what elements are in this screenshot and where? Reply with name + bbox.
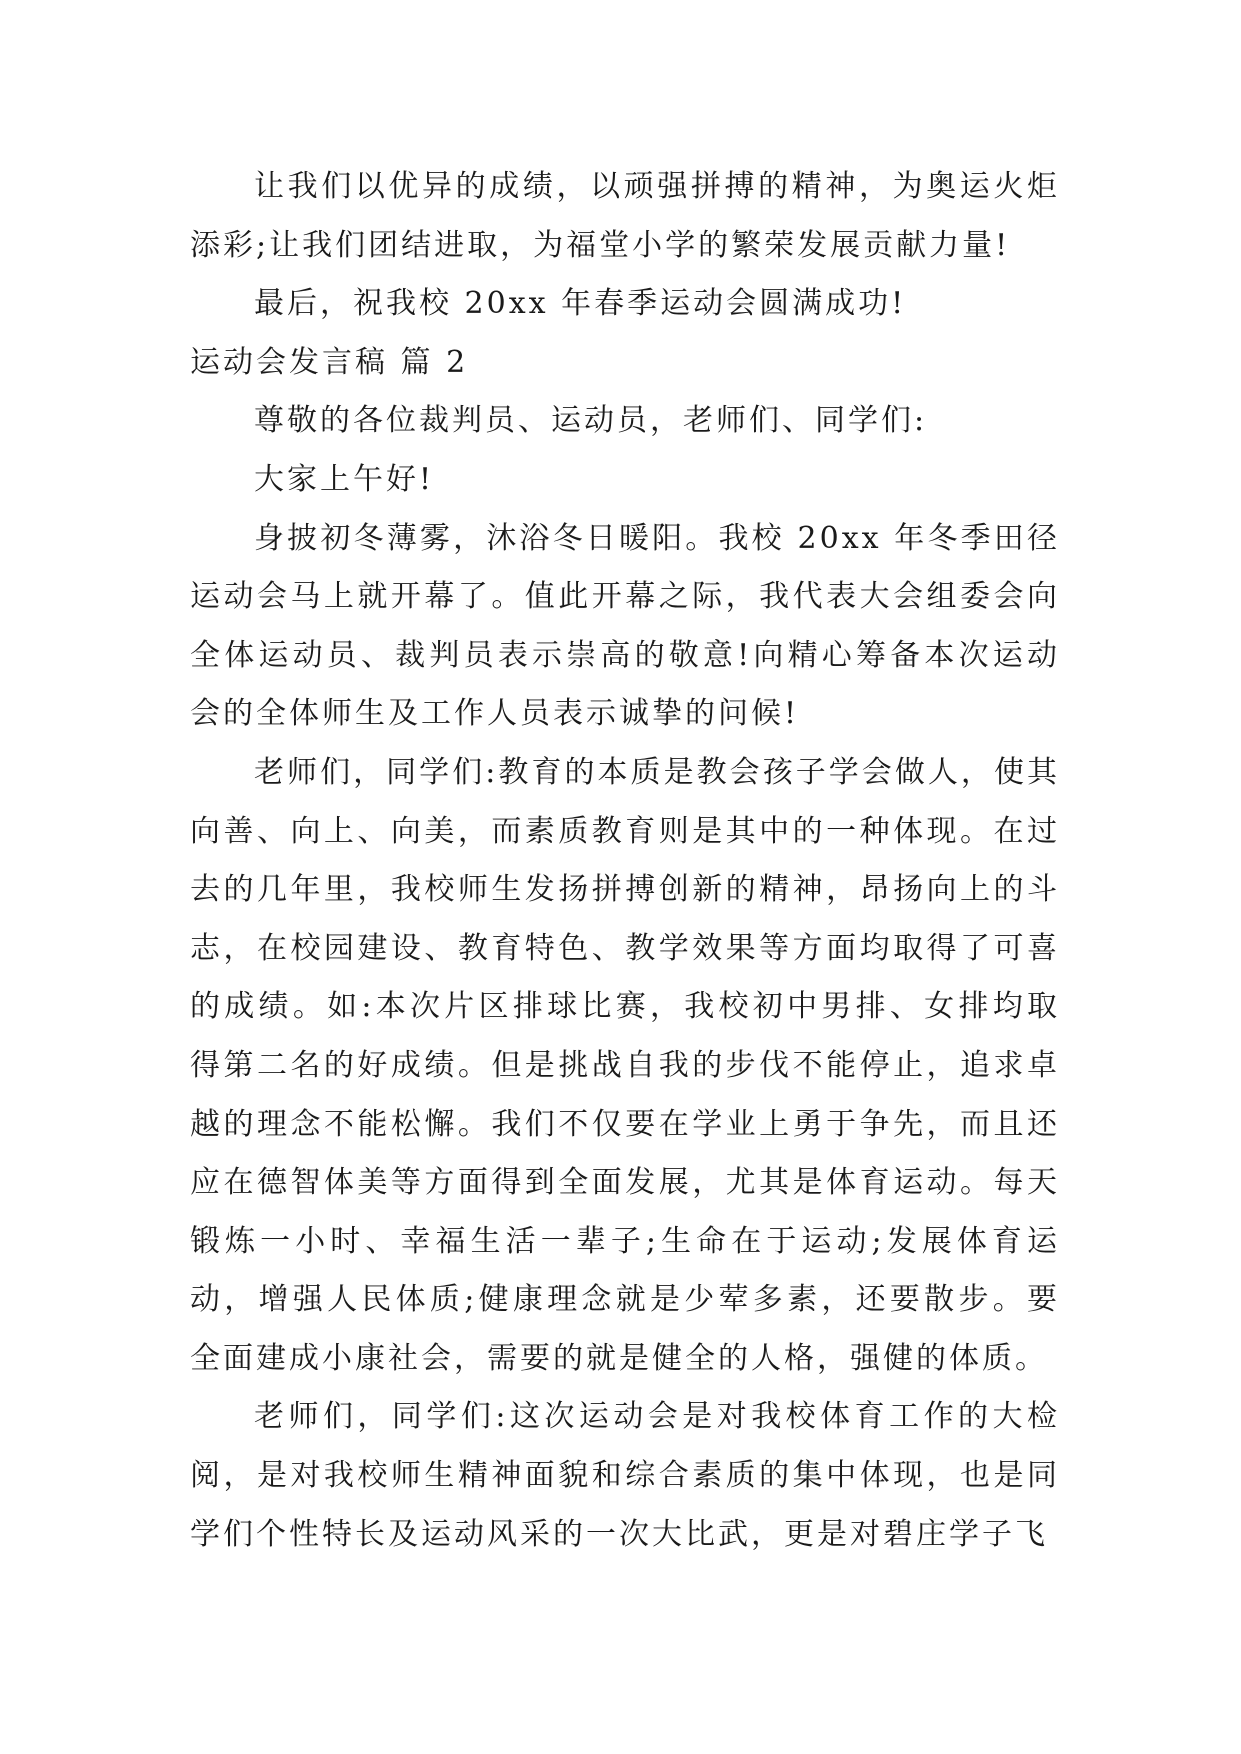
paragraph-opening: 身披初冬薄雾，沐浴冬日暖阳。我校 20xx 年冬季田径运动会马上就开幕了。值此开幕之际，我代表大会组委会向全体运动员、裁判员表示崇高的敬意!向精心筹备本次运动会的全体师生及工作人员表示诚挚的问候! bbox=[190, 520, 1060, 732]
paragraph-education: 老师们，同学们:教育的本质是教会孩子学会做人，使其向善、向上、向美，而素质教育则是其中的一种体现。在过去的几年里，我校师生发扬拼搏创新的精神，昂扬向上的斗志，在校园建设、教育特色、教学效果等方面均取得了可喜的成绩。如:本次片区排球比赛，我校初中男排、女排均取得第二名的好成绩。但是挑战自我的步伐不能停止，追求卓越的理念不能松懈。我们不仅要在学业上勇于争先，而且还应在德智体美等方面得到全面发展，尤其是体育运动。每天锻炼一小时、幸福生活一辈子;生命在于运动;发展体育运动，增强人民体质;健康理念就是少荤多素，还要散步。要全面建成小康社会，需要的就是健全的人格，强健的体质。 bbox=[190, 754, 1060, 1376]
paragraph-sports-meet: 老师们，同学们:这次运动会是对我校体育工作的大检阅，是对我校师生精神面貌和综合素质的集中体现，也是同学们个性特长及运动风采的一次大比武，更是对碧庄学子飞 bbox=[190, 1399, 1060, 1552]
paragraph-olympic-torch: 让我们以优异的成绩，以顽强拼搏的精神，为奥运火炬添彩;让我们团结进取，为福堂小学的繁荣发展贡献力量! bbox=[190, 169, 1060, 263]
paragraph-salutation: 尊敬的各位裁判员、运动员，老师们、同学们: bbox=[254, 403, 928, 439]
paragraph-closing-wish: 最后，祝我校 20xx 年春季运动会圆满成功! bbox=[254, 286, 907, 322]
paragraph-greeting: 大家上午好! bbox=[254, 461, 435, 497]
section-heading: 运动会发言稿 篇 2 bbox=[190, 344, 469, 380]
document-page bbox=[190, 158, 1060, 1564]
